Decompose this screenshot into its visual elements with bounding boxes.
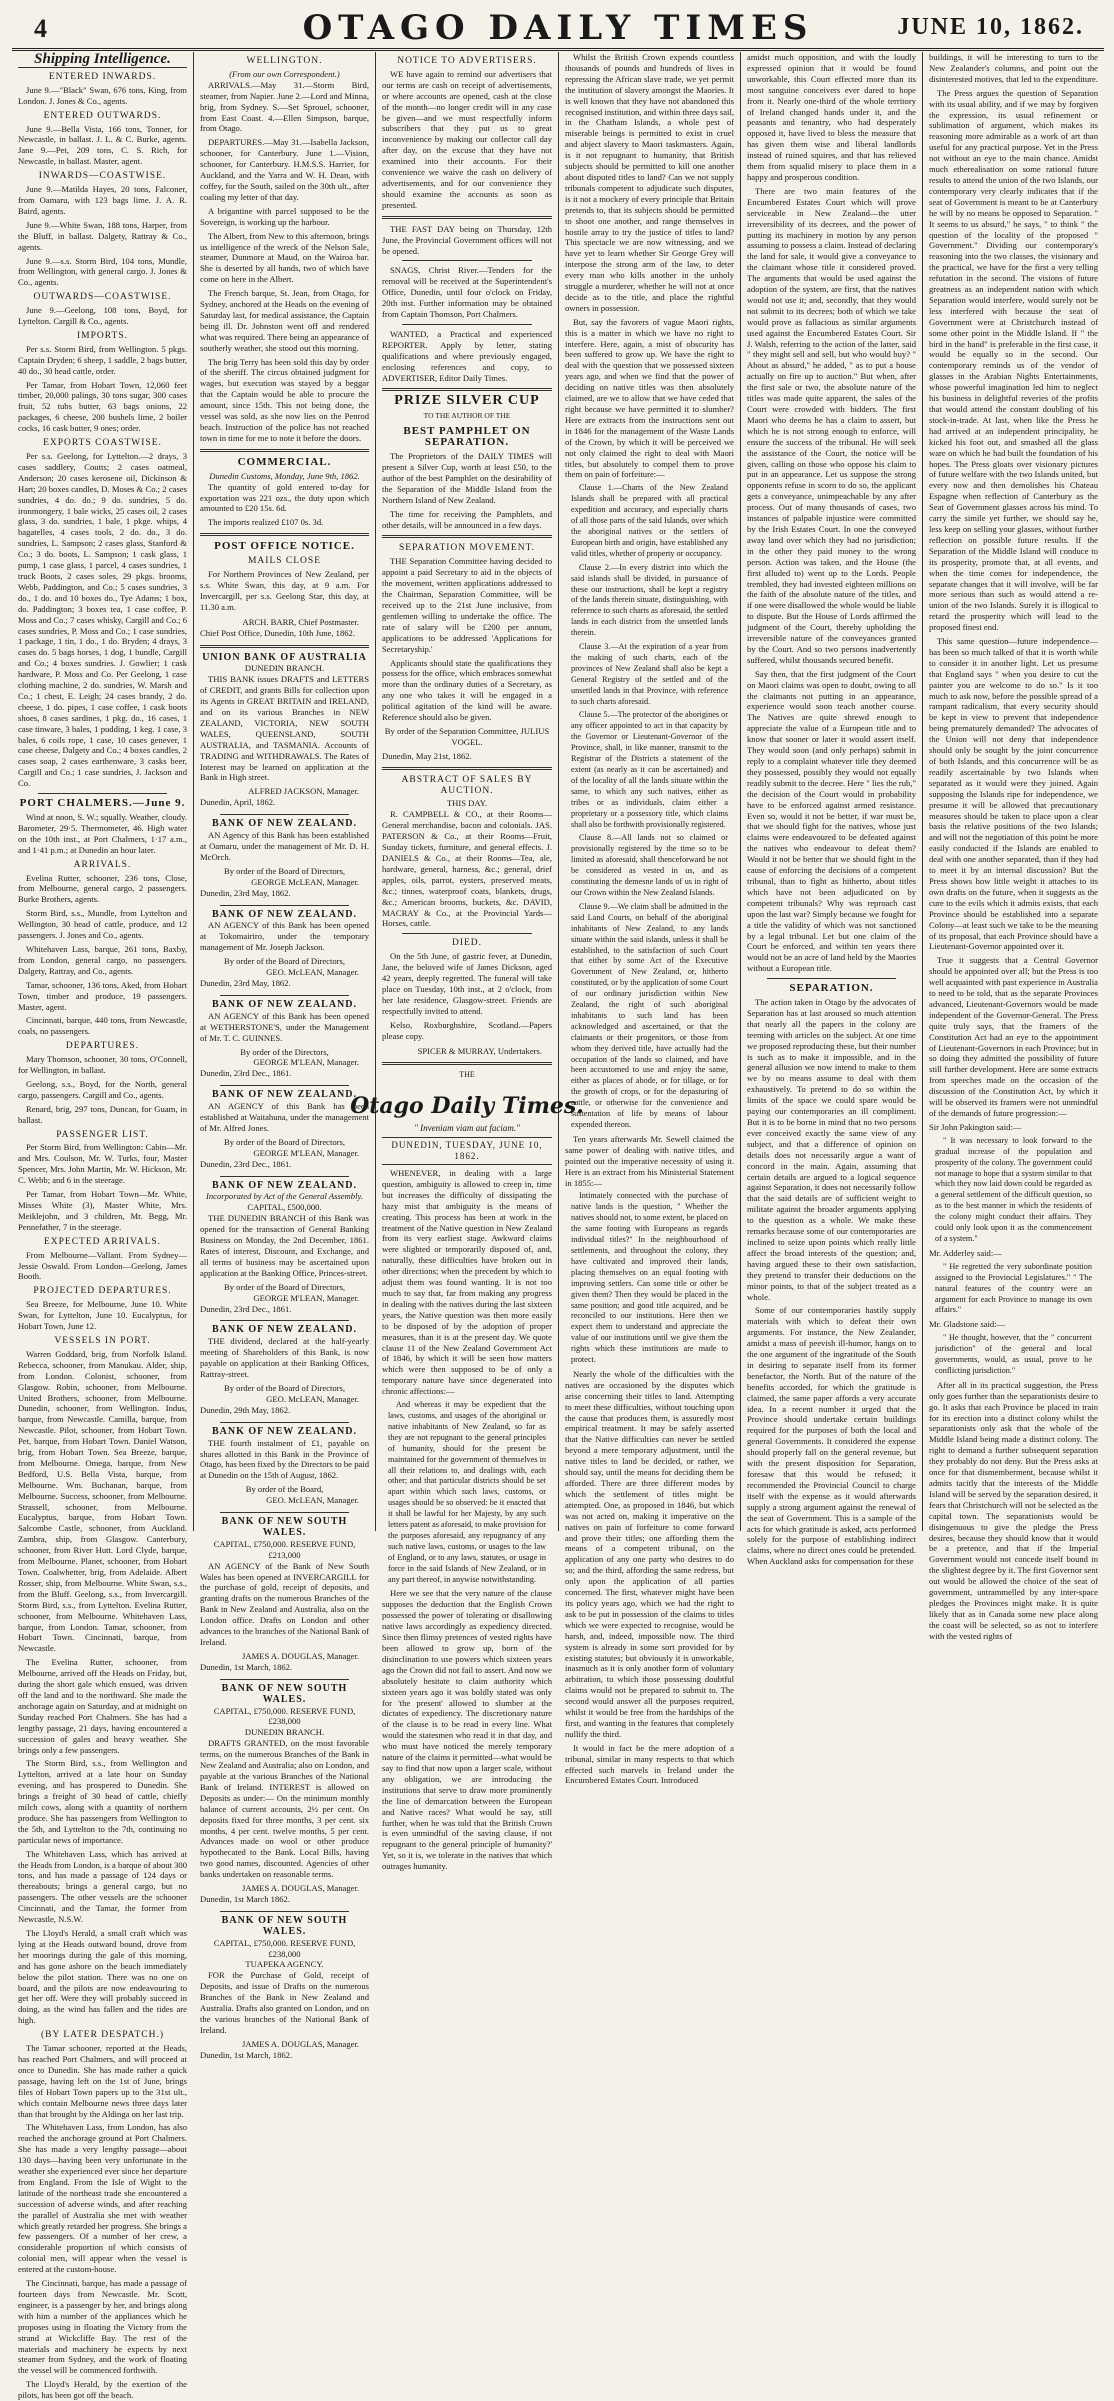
quotation: Clause 9.—We claim shall be admitted in the said Land Courts, on behalf of the aboriginal inhabitants of New Zealand, to any lands situate within the said islands, unless it shall be established, to the satisfaction of such Court that either by some Act of the Executive Government of New Zealand, or, hitherto constituted, or by the application of some Court of our ordinary jurisdiction within New Zealand, the right of such aboriginal inhabitants to such land has been acknowledged and ascertained, or that the claimants or their progenitors, or those from whom they derived title, have actually had the occupation of the lands so claimed, and have been accustomed to use and enjoy the same, either as places of abode, or for tillage, or for the growth of crops, or for the depasturing of cattle, or otherwise for the convenience and sustentation of life by means of labour expended thereon. — [571, 901, 728, 1129]
paragraph: Tamar, schooner, 136 tons, Aked, from Hobart Town, timber and produce, 19 passengers. Master, agent. — [18, 979, 187, 1012]
ad-body: THIS BANK issues DRAFTS and LETTERS of CREDIT, and grants Bills for collection upon its Agents in GREAT BRITAIN and IRELAND, and on its various Branches in NEW ZEALAND, VICTORIA, NEW SOUTH WALES, QUEENSLAND, SOUTH AUSTRALIA, and TASMANIA. Accounts of TRADING and WITHDRAWALS. The Rates of Interest may be learned on application at the Bank in High street. — [200, 674, 369, 783]
signature: GEORGE McLEAN, Manager. — [251, 876, 359, 887]
ad-body: DRAFTS GRANTED, on the most favorable terms, on the numerous Branches of the Bank in New Zealand and Australia; also on London, and payable at the various Branches of the National Bank of Ireland. INTEREST is allowed on Deposits as under:— On the minimum monthly balance of current accounts, 2½ per cent. On deposits fixed for three months, 3 per cent. six months, 4 per cent. twelve months, 5 per cent. Advances made on wool or other produce hypothecated to the Bank. Local Bills, having two good names, discounted. Agencies of other banks undertaken on reasonable terms. — [200, 1738, 369, 1880]
paragraph: ARRIVALS.—May 31.—Storm Bird, steamer, from Napier. June 2.—Lord and Minna, brig, from Sydney. S.—Set Sprouel, schooner, from East Coast. 4.—Ellen Simpson, barque, from Otago. — [200, 79, 369, 134]
subheading: OUTWARDS—COASTWISE. — [33, 292, 172, 303]
paragraph: Per s.s. Storm Bird, from Wellington. 5 pkgs. Captain Dryden; 6 sheep, 1 saddle, 2 bags butter, 40 do., 30 head cattle, order. — [18, 343, 187, 376]
paragraph: Wind at noon, S. W.; squally. Weather, cloudy. Barometer, 29·5. Thermometer, 46. High water on the 10th inst., at Port Chalmers, 1·17 a.m., and 1·41 p.m.; at Dunedin an hour later. — [18, 812, 187, 855]
paragraph: June 9.—Matilda Hayes, 20 tons, Falconer, from Oamaru, with 123 bags lime. J. A. R. Baird, agents. — [18, 184, 187, 216]
paragraph: The Whitehaven Lass, which has arrived at the Heads from London, is a barque of about 300 tons, and has made a passage of 124 days or thereabouts; brings a general cargo, but no passengers. The other vessels are the schooner Cincinnati, and the Tamar, the former from Newcastle, N.S.W. — [18, 1848, 187, 1925]
column-3 — [350, 52, 584, 1872]
ad-title: BANK OF NEW ZEALAND. — [211, 1324, 357, 1336]
paragraph: The Tamar schooner, reported at the Heads, has reached Port Chalmers, and will proceed at once to Dunedin. She has made rather a quick passage, having left on the 1st of June, brings files of Hobart Town papers up to the 31st ult., which contain Melbourne news three days later than that brought by the Aldinga on her last trip. — [18, 2043, 187, 2119]
ad-body: THE DUNEDIN BRANCH of this Bank was opened for the transaction of General Banking Business on Monday, the 2nd December, 1861. Rates of interest, Discount, and Exchange, and all terms of business may be ascertained upon application at the Banking Office, Princes-street. — [200, 1213, 369, 1278]
subheading: ARRIVALS. — [73, 859, 132, 870]
paragraph: R. CAMPBELL & CO., at their Rooms—General merchandise, bacon and colonials. JAS. PATERSON & Co., at their Rooms—Fruit, Sunday tickets, furniture, and general effects. J. DANIELS & Co., at their Rooms—Tea, ale, hardware, general, harness, &c.; general, drief apples, oils, parrot, eysters, preserved meats, &c.; tinnes, waterproof coats, blankets, drugs, &c.; American brooms, buckets, &c. DAVID, MACRAY & Co., at the Provincial Yards—Horses, cattle. — [382, 809, 552, 929]
ad-title: BANK OF NEW ZEALAND. — [211, 818, 357, 830]
signature: ALFRED JACKSON, Manager. — [248, 786, 359, 797]
advertisement — [200, 910, 369, 989]
signature: ARCH. BARR, Chief Postmaster. — [242, 616, 359, 627]
ad-title: BANK OF NEW SOUTH WALES. — [221, 1914, 348, 1937]
section-title: Shipping Intelligence. — [18, 54, 187, 68]
ad-subtitle: TUAPEKA AGENCY. — [245, 1959, 324, 1970]
ad-subtitle: CAPITAL, £750,000. RESERVE FUND, £238,000 — [213, 1937, 356, 1959]
divider — [220, 814, 349, 815]
paragraph: June 9.—Geelong, 108 tons, Boyd, for Lyttelton. Cargill & Co., agents. — [18, 305, 187, 327]
columns — [12, 51, 1104, 2401]
date-line: Dunedin, 1st March, 1862. — [200, 2049, 293, 2060]
paragraph: For Northern Provinces of New Zealand, per s.s. White Swan, this day, at 9 a.m. For Invercargill, per s.s. Geelong Star, this day, at 11.30 a.m. — [200, 569, 369, 612]
divider — [382, 216, 552, 219]
ad-title: BANK OF NEW ZEALAND. — [211, 998, 357, 1010]
date-line: Chief Post Office, Dunedin, 10th June, 1862. — [200, 627, 355, 638]
advertisement — [200, 1684, 369, 1905]
signature: By order of the Separation Committee, JULIUS VOGEL. — [384, 725, 550, 747]
paragraph: WHENEVER, in dealing with a large question, ambiguity is allowed to creep in, time but increases the difficulty of dissipating the hazy mist that ambiguity is the means of creating. This process has been at work in the treatment of the Native question in New Zealand from its very earliest stage. Awkward claims were slighted or temporarily disposed of, and, naturally, these difficulties have broken out in other directions; when the precedent by which to adjust them was found wanting. It is not too much to say that, far from making any progress in dealing with the natives during the last sixteen years, the Native question was then more easily to be disposed of by the adoption of proper measures, than it is at the present day. We quote clause 11 of the New Zealand Government Act of 1846, by which it will be seen how matters which were then supposed to be of only a temporary nature have since degenerated into chronic affections:— — [382, 1168, 552, 1397]
advertisement — [200, 1000, 369, 1079]
subheading: EXPORTS COASTWISE. — [43, 438, 162, 449]
ad-title: BANK OF NEW ZEALAND. — [211, 1425, 357, 1437]
ad-title: BANK OF NEW ZEALAND. — [211, 908, 357, 920]
subheading: SEPARATION MOVEMENT. — [398, 543, 536, 554]
paragraph: Mary Thomson, schooner, 30 tons, O'Connell, for Wellington, in ballast. — [18, 1054, 187, 1076]
ad-title: BANK OF NEW ZEALAND. — [211, 1179, 357, 1191]
subheading: IMPORTS. — [77, 330, 128, 341]
subheading: (BY LATER DESPATCH.) — [40, 2030, 164, 2041]
signature: GEO. McLEAN, Manager. — [266, 1495, 359, 1506]
notice: WANTED, a Practical and experienced REPORTER. Apply by letter, stating qualifications and where previously engaged, enclosing references and copy, to ADVERTISER, Editor Daily Times. — [382, 328, 552, 383]
paragraph: June 9.—"Black" Swan, 676 tons, King, from London. J. Jones & Co., agents. — [18, 84, 187, 106]
ad-by: By order of the Board of Directors, — [224, 1382, 345, 1393]
paragraph: The Whitehaven Lass, from London, has also reached the anchorage ground at Port Chalmers. She has made a very lengthy passage—about 130 days—having been very unfortunate in the weather she experienced ever since her departure from England. From the Isle of Wight to the latitude of the northeast trade she encountered a succession of adverse winds, and after reaching the parallel of Australia she met with weather which greatly retarded her progress. She brings a few passengers. Of a number of her crew, a considerable proportion of which consists of colonial men, will appear when the vessel is entered at the custom-house. — [18, 2122, 187, 2275]
advertisement — [200, 1916, 369, 2061]
ad-body: AN AGENCY of this Bank has been established at Waitahuna, under the management of Mr. Alfred Jones. — [200, 1101, 369, 1133]
divider — [402, 324, 532, 325]
signature: SPICER & MURRAY, Undertakers. — [417, 1045, 542, 1056]
date-line: Dunedin, 23rd Dec., 1861. — [200, 1303, 292, 1314]
subheading: NOTICE TO ADVERTISERS. — [397, 56, 537, 66]
date-line: Dunedin, 23rd May, 1862. — [200, 887, 291, 898]
page-number: 4 — [34, 14, 47, 43]
divider — [220, 995, 349, 996]
ad-title: BANK OF NEW SOUTH WALES. — [221, 1516, 348, 1538]
divider — [382, 1062, 552, 1065]
subheading: (From our own Correspondent.) — [229, 68, 340, 79]
advertisement — [200, 1427, 369, 1506]
paragraph: Warren Goddard, brig, from Norfolk Island. Rebecca, schooner, from Manukau. Alder, ship, from London. Colonist, schooner, from Glasgow. Robin, schooner, from Melbourne. United Brothers, schooner, from Melbourne. Dunedin, schooner, from Wellington. Indus, barque, from Newcastle. Camilla, barque, from Newcastle. Pilot, schooner, from Hobart Town. Pet, barque, from Hobart Town. Daniel Watson, brig, from Hobart Town. Sea Breeze, barque, from Melbourne. Omega, barque, from New Bedford, U.S. Bella Vista, barque, from Melbourne. Wm. Buchanan, barque, from Melbourne. Success, schooner, from Melbourne. Strassell, schooner, from Melbourne. Eucalyptus, barque, from Hobart Town. Salcombe Castle, schooner, from Auckland. Zambra, ship, from Glasgow. Canterbury, schooner, from River Hutt. Lord Clyde, barque, from Melbourne. Planet, schooner, from Hobart Town. Coalwhetter, brig, from Adelaide. Albert Rosser, ship, from Melbourne. White Swan, s.s., from the Bluff. Geelong, s.s., from Invercargill. Storm Bird, s.s., from Lyttelton. Evelina Rutter, schooner, from Melbourne. Whitehaven Lass, barque, from London. Tamar, schooner, from Hobart Town. Cincinnati, barque, from Newcastle. — [18, 1348, 187, 1654]
ad-subtitle: BEST PAMPHLET ON SEPARATION. — [403, 425, 531, 449]
paragraph: DEPARTURES.—May 31.—Isabella Jackson, schooner, for Canterbury. June 1.—Vision, schooner, for Canterbury. H.M.S.S. Harrier, for Auckland, and the Yarra and W. H. Dean, with coffey, for the South, sailed on the 30th ult., after coaling my letter of that day. — [200, 137, 369, 202]
date-line: Dunedin, 1st March, 1862. — [200, 1661, 293, 1672]
paragraph: After all in its practical suggestion, the Press only goes further than the separationists desire to go. It asks that each Province be placed in train for its erection into a distinct colony whilst the separationists only ask that the whole of the Middle Island being made a distinct colony. The right to demand a further subsequent separation they probably do not deny. But the Press asks at once for that dismemberment, because whilst it admits tacitly that the interests of the Middle Island will be served by the separation desired, it fears that Christchurch will not be selected as the capital town. The separationists would be disingenuous to give the pledge the Press desires, because they should know that it would be a pretence, and that if the Imperial Government would not concede itself bound in the slightest degree by it. The first Governor sent out would be allowed the choice of the seat of government, untrammelled by any inter-space pledges the Provinces might make. It is quite likely that as in Canada some new place along the coast will be selected, so as not to interfere with the vested rights of — [929, 1379, 1098, 1641]
divider — [220, 905, 349, 906]
advertisement — [200, 653, 369, 809]
paragraph: Ten years afterwards Mr. Sewell claimed the same power of dealing with native titles, and pointed out the imperative necessity of using it. Here is an extract from his Ministerial Statement in 1855:— — [565, 1133, 734, 1188]
paragraph: The time for receiving the Pamphlets, and other details, will be announced in a few days. — [382, 508, 552, 530]
paragraph: There are two main features of the Encumbered Estates Court which will prove serviceable in New Zealand—the utter irreversibility of its decrees, and the power of putting its machinery in motion by any person assuming to possess a claim. Instead of declaring the land for sale, it would give a conveyance to the claimant whose title it considered proved. The arguments that would be used against the adoption of the system, are first, that the natives would not use it; and, secondly, that they would not submit to its decrees; both of which we take would prove as fallacious as similar arguments used against the Encumbered Estates Court. Sir J. Walsh, referring to the action of the latter, said " they might sell and sell, but who would buy? " About as absurd," he added, " as to put a house actually on fire up to auction." But when, after the first sale or two, the absolute nature of the titles was made quite apparent, the sales of the Court were crowded with bidders. The first Maori who deems he has a claim to assert, but which he is not strong enough to enforce, will ensure the success of the tribunal. He will seek the assistance of the Court, the notice will be given, calling on those who oppose his claim to put in an appearance. Let us suppose the strong opponents refuse in scorn to do so, the applicant gets a conveyance, unimpeachable by any after process. Out of many thousands of cases, two instances of palpable injustice were committed by the Irish Estates Court. In one the conveyed away land over which they had no jurisdiction; in the other they paid money to the wrong person. Action was taken, and the House (the first alluded to) went up to the Lords. People trembled, they had invested eighteen millions on the faith of the absolute nature of the titles, and if one were disallowed the whole would be liable to dispute. But the House of Lords affirmed the judgment of the Court, thereby upholding the irreversible nature of the conveyances granted by the Court. And so two persons inadvertently suffered, whilst thousands secured benefit. — [747, 185, 916, 665]
paragraph: The Proprietors of the DAILY TIMES will present a Silver Cup, worth at least £50, to the author of the best Pamphlet on the desirability of the Separation of the Middle Island from the Northern Island of New Zealand. — [382, 451, 552, 505]
subheading: SEPARATION. — [789, 982, 874, 995]
logo-blackletter — [350, 1087, 584, 1121]
paragraph: The action taken in Otago by the advocates of Separation has at last aroused so much attention that nearly all the papers in the colony are teeming with articles on the subject. At one time we proposed reproducing these, but their number is such as to make it impossible, and in the general allusion we now intend to make to them we by no means assume to deal with them exhaustively. To pretend to do so within the limits of the space we could spare would be paying our contemporaries an ill compliment. But it is to be borne in mind that no two persons ever conceived exactly the same view of any subject, and that a difference of opinion on details does not necessarily argue a want of concord in the main. Again, assuming that certain details are argued to a logical sequence against Separation, it does not necessarily follow that the said details are of sufficient weight to militate against the broader arguments applying to the question as a whole. We make these remarks because some of our contemporaries are inclined to seize upon points which really little affect the broad interests of the question; and, having argued these to their own satisfaction, they pretend to transfer their deductions on the minor points, to that of the subject treated as a whole. — [747, 997, 916, 1302]
ad-by: By order of the Board, — [245, 1484, 324, 1495]
paragraph: From Melbourne—Vallant. From Sydney—Jessie Oswald. From London—Geelong, James Booth. — [18, 1249, 187, 1282]
subheading: POST OFFICE NOTICE. — [214, 540, 355, 553]
ad-title: PRIZE SILVER CUP — [394, 393, 540, 409]
notice: THE FAST DAY being on Thursday, 12th June, the Provincial Government offices will not be opened. — [382, 223, 552, 256]
subheading: MAILS CLOSE — [247, 556, 322, 567]
paragraph: The Albert, from New to this afternoon, brings us intelligence of the wreck of the Nelson Sale, steamer, Dunmore at Maud, on the Wairoa bar. She is deserted by all hands, two of which have come on here in the Albert. — [200, 230, 369, 285]
advertisement — [200, 1325, 369, 1415]
paragraph: WE have again to remind our advertisers that our terms are cash on receipt of advertisements, or where accounts are opened, cash at the close of the month—no longer credit will in any case be given—and we must respectfully inform subscribers that they put us to great inconvenience by making our collector call day after day, on the excuse that they have not examined into their accounts. For their convenience we waive the cash on delivery of advertisements, and for our convenience they should examine the accounts as soon as presented. — [382, 68, 552, 210]
paragraph: Per Tamar, from Hobart Town—Mr. White, Misses White (3), Master White, Mrs. Meiklejohn, and 3 children, Mr. Begg, Mr. Pennefather, 7 in the steerage. — [18, 1189, 187, 1232]
quotation: Clause 5.—The protector of the aborigines or any officer appointed to act in that capacity by the Governor or Lieutenant-Governor of the Province, shall, in like manner, transmit to the Registrar of the Districts a statement of the extent (as nearly as it can be ascertained) and of the locality of all the lands situate within the same, to which any such natives, either as tribes or as individuals, claim either a proprietary or a possessory title, which claims shall also be forthwith provisionally registered. — [571, 710, 728, 829]
ad-subtitle: TO THE AUTHOR OF THE — [423, 411, 511, 421]
paragraph: The imports realized £107 0s. 3d. — [208, 517, 324, 528]
subheading: INWARDS—COASTWISE. — [38, 171, 167, 182]
paragraph: The Lloyd's Herald, a small craft which was lying at the Heads outward bound, drove from her moorings during the gale of this morning, and has gone ashore on the beach immediately below the pilot station. There was no one on board, and the pilots are now endeavouring to get her off. Were they will probably succeed in doing, as the wind has fallen and the tides are high. — [18, 1928, 187, 2026]
date-line: Dunedin, April, 1862. — [200, 797, 276, 808]
paragraph: Per Tamar, from Hobart Town, 12,060 feet timber, 20,000 palings, 30 tons sugar, 300 cases fruit, 52 tubs butter, 63 bags onions, 22 packages, 6 cheese, 200 bushels lime, 2 boiler cocks, 16 cask butter, 9 ones; order. — [18, 379, 187, 434]
logo-text: Otago Daily Times. — [350, 1093, 584, 1120]
signature: JAMES A. DOUGLAS, Manager. — [242, 1650, 359, 1661]
date-line: Dunedin, 29th May, 1862. — [200, 1404, 291, 1415]
ad-body: THE dividend, declared at the half-yearly meeting of Shareholders of this Bank, is now payable on application at their Banking Offices, Rattray-street. — [200, 1336, 369, 1380]
date-line: Dunedin, 23rd Dec., 1861. — [200, 1068, 292, 1079]
signature: GEO. McLEAN, Manager. — [266, 1393, 359, 1404]
paragraph: June 9.—s.s. Storm Bird, 104 tons, Mundle, from Wellington, with general cargo. J. Jones & Co., agents. — [18, 255, 187, 288]
signature: GEO. McLEAN, Manager. — [266, 967, 359, 978]
paragraph: Renard, brig, 297 tons, Duncan, for Guam, in ballast. — [18, 1103, 187, 1125]
ad-by: By order of the Board of Directors, — [224, 865, 345, 876]
divider — [382, 767, 552, 770]
quotation: " He thought, however, that the " concurrent jurisdiction" of the general and local governments, would, as usual, prove to be conflicting jurisdiction." — [935, 1333, 1092, 1375]
paragraph: The Cincinnati, barque, has made a passage of fourteen days from Newcastle. Mr. Scott, engineer, is a passenger by her, and brings along with him a number of the appliances which he proposes using in floating the Victory from the strand at Wickcliffe Bay. The rest of the materials and machinery he expects by next steamer from Sydney, and the work of floating the vessel will be commenced forthwith. — [18, 2278, 187, 2376]
signature: GEORGE M'LEAN, Manager. — [253, 1147, 359, 1158]
signature: GEORGE M'LEAN, Manager. — [253, 1292, 359, 1303]
divider — [220, 1512, 349, 1513]
paragraph: Kelso, Roxburghshire, Scotland.—Papers please copy. — [382, 1019, 552, 1041]
paragraph: True it suggests that a Central Governor should be appointed over all; but the Press is too well acquainted with past experience in Australia to need to be told, that as the separate Provinces advanced, Lieutenant-Governors would be made independent of the Governor-General. The Press quite truly says, that the framers of the Constitution Act had an eye to the appointment of Lieutenant-Governors in each Province; but in so doing they admitted the possibility of future still further development. Here are some extracts from speeches made on the occasion of the discussion of the Constitution Act, by which it will be observed its framers were not unmindful of the demands of future progression:— — [929, 955, 1098, 1118]
ad-title: UNION BANK OF AUSTRALIA — [202, 651, 367, 663]
paragraph: Evelina Rutter, schooner, 236 tons, Close, from Melbourne, general cargo, 2 passengers. Burke Brothers, agents. — [18, 872, 187, 905]
ad-title: BANK OF NEW ZEALAND. — [211, 1089, 357, 1101]
ad-subtitle: Incorporated by Act of the General Assembly. — [206, 1191, 363, 1202]
issue-date-header: JUNE 10, 1862. — [897, 14, 1084, 40]
newspaper-logo — [350, 1087, 584, 1121]
ad-body: AN Agency of this Bank has been established at Oamaru, under the management of Mr. D. H. McOrch. — [200, 830, 369, 862]
date-line: Dunedin, May 21st, 1862. — [382, 750, 472, 761]
quotation: And whereas it may be expedient that the laws, customs, and usages of the aboriginal or native inhabitants of New Zealand, so far as they are not repugnant to the general principles of humanity, should for the present be maintained for the government of themselves in all their relations to, and dealings with, each other; and that particular districts should be set apart within which such laws, customs, or usages should be so observed: be it enacted that it shall be lawful for her Majesty, by any such letters patent as aforesaid, to make provision for the purposes aforesaid, any repugnancy of any such native laws, customs, or usages to the law of England, or to any laws, statutes, or usage in force in the said Islands of New Zealand, or in any part thereof, in anywise notwithstanding. — [388, 1400, 546, 1584]
column-6 — [923, 52, 1104, 1641]
divider — [220, 1085, 349, 1086]
divider — [382, 388, 552, 391]
ad-body: AN AGENCY of this Bank has been opened at Tokomairiro, under the temporary management of Mr. Joseph Jackson. — [200, 920, 369, 953]
ad-body: FOR the Purchase of Gold, receipt of Deposits, and issue of Drafts on the numerous Branches of the Bank in New Zealand and Australia. Drafts also granted on London, and on the various branches of the National Bank of Ireland. — [200, 1970, 369, 2035]
date-line: Dunedin, 23rd Dec., 1861. — [200, 1158, 292, 1169]
issue-dateline: DUNEDIN, TUESDAY, JUNE 10, 1862. — [382, 1137, 552, 1165]
divider — [220, 1911, 349, 1912]
divider — [220, 1422, 349, 1423]
paragraph: Whitehaven Lass, barque, 261 tons, Baxby, from London, general cargo, no passengers. Dalgety, Rattray, and Co., agents. — [18, 943, 187, 976]
subheading: ENTERED INWARDS. — [48, 71, 157, 82]
date-line: Dunedin, 1st March 1862. — [200, 1893, 290, 1904]
paragraph: Say then, that the first judgment of the Court on Maori claims was open to doubt, owing to all the claimants not putting in an appearance, experience would soon teach another course. The Natives are quite shrewd enough to appreciate the value of a European title and to know that sooner or later it would assert itself. They would soon (and only perhaps) submit in reply to a complaint whatever title they deemed they possessed, possibly they would not equally readily submit to the decree. Here " lies the rub," the decision of the Court would in probability have to be enforced against armed resistance. Even so, would it not be better, if war must be, that we should fight for the natives, whose just claims were endeavoured to be defeated against the natives who endeavour to defeat them? Would it not be better that we should fight in the cause of enforcing the decisions of a competent tribunal, than to fight as hitherto, about titles which have not been adjudicated on by competent tribunals? Why was reproach cast upon the last war? Simply because we fought for a title the validity of which was not sanctioned by a legal tribunal. Let but one claim of the Court be enforced, and within ten years there would not be an acre of land held by the Maories without a European title. — [747, 668, 916, 974]
paragraph: June 9.—White Swan, 188 tons, Harper, from the Bluff, in ballast. Dalgety, Rattray & Co., agents. — [18, 219, 187, 252]
subheading: DIED. — [451, 938, 483, 949]
quote-speaker: Mr. Gladstone said:— — [929, 1319, 1006, 1330]
paragraph: On the 5th June, of gastric fever, at Dunedin, Jane, the beloved wife of James Dickson, aged 42 years, deeply regretted. The funeral will take place on Tuesday, 10th inst., at 2 o'clock, from her late residence, Glasgow-street. Friends are respectfully invited to attend. — [382, 951, 552, 1016]
divider — [767, 978, 896, 979]
notice: SNAGS, Christ River.—Tenders for the removal will be received at the Superintendent's Office, Dunedin, until four o'clock on Friday, 20th inst. Further information may be obtained from Captain Thomson, Port Chalmers. — [382, 265, 552, 320]
ad-subtitle: CAPITAL, £500,000. — [247, 1202, 322, 1213]
ad-subtitle: CAPITAL, £750,000. RESERVE FUND, £213,000 — [213, 1538, 356, 1560]
signature: JAMES A. DOUGLAS, Manager. — [242, 1883, 359, 1894]
paragraph: Per Storm Bird, from Wellington: Cabin—Mr. and Mrs. Coulson, Mr. W. Turks, four, Master Spencer, Mrs. John Martin, Mr. W. Hickson, Mr. C. Webb; and 6 in the steerage. — [18, 1142, 187, 1186]
advertisement — [200, 1181, 369, 1315]
divider — [200, 449, 369, 452]
paragraph: The Evelina Rutter, schooner, from Melbourne, arrived off the Heads on Friday, but, during the short gale which ensued, was driven off the land and to the northward. She made the anchorage again on Saturday, and at midnight on Sunday reached Port Chalmers. She has had a lengthy passage, 21 days, having encountered a succession of gales and heavy weather. She brings only a few passengers. — [18, 1657, 187, 1755]
ad-by: By order of the Board of Directors, — [224, 1136, 345, 1147]
paragraph: June 9.—Bella Vista, 166 tons, Tonner, for Newcastle, in ballast. J. L. & C. Burke, agents. Jane 9.—Pet, 209 tons, C. S. Rich, for Newcastle, in ballast. Master, agent. — [18, 123, 187, 167]
advertisement — [200, 819, 369, 898]
logo-prefix: THE — [459, 1070, 475, 1080]
paragraph: Storm Bird, s.s., Mundle, from Lyttelton and Wellington, 30 head of cattle, produce, and 12 passengers. J. Jones and Co., agents. — [18, 908, 187, 941]
paragraph: Geelong, s.s., Boyd, for the North, general cargo, passengers. Cargill and Co., agents. — [18, 1078, 187, 1100]
subheading: Dunedin Customs, Monday, June 9th, 1862. — [209, 470, 360, 481]
subheading: THIS DAY. — [446, 798, 488, 809]
ad-title: BANK OF NEW SOUTH WALES. — [221, 1682, 348, 1705]
ad-subtitle: CAPITAL, £750,000. RESERVE FUND, £238,000 — [213, 1705, 356, 1727]
divider — [220, 1176, 349, 1177]
motto: " Inveniam viam aut faciam." — [414, 1123, 520, 1134]
paragraph: The Storm Bird, s.s., from Wellington and Lyttelton, arrived at a late hour on Sunday evening, and has prospered to Dunedin. She brings a freight of 30 head of cattle, chiefly milch cows, along with a quantity of northern produce. She has passengers from Wellington to the 5th, and Lyttelton to the 7th, continuing no particular news of importance. — [18, 1758, 187, 1845]
ad-by: By order of the Directors, — [240, 1046, 329, 1057]
paragraph: It would in fact be the mere adoption of a tribunal, similar in many respects to that which effected such marvels in Ireland under the Encumbered Estates Court. Introduced — [565, 1742, 734, 1786]
paragraph: The Lloyd's Herald, by the exertion of the pilots, has been got off the beach. — [18, 2379, 187, 2401]
paragraph: Whilst the British Crown expends countless thousands of pounds and hundreds of lives in repressing the African slave trade, we yet permit the institution of slavery amongst the Maories. It is well known that they have not abandoned this recognised institution, and within three days sail, in the Chatham Islands, a whole pest of miserable beings is permitted to exist in cruel and abject slavery to Maori taskmasters. Again, is it not repugnant to humanity, that British subjects should be permitted to kill one another about disputed titles to land? Can we not supply tribunals competent to adjudicate such disputes, is it not a mockery of every principle that Britain pretends to, that its subjects should be permitted to shoot one another, and range themselves in hostile array to try the justice of titles to land? This spectacle we are now witnessing, and we have yet to learn whether Sir George Grey will interpose the strong arm of the law, to deter every man who kills another in the unholy struggle a murderer, whether he will not at once decide as to the title, and place the rightful owners in possession. — [565, 52, 734, 313]
paragraph: The quantity of gold entered to-day for exportation was 221 ozs., the duty upon which amounted to £20 15s. 6d. — [200, 481, 369, 514]
paragraph: The Press argues the question of Separation with its usual ability, and if we may by forgiven the expression, its usual refinement or sublimation of argument, which makes its reasoning more admirable as a work of art than useful for any practical purpose. Yet in the Press not without an eye to the main chance. Amidst much etherealisation on some rational future results to attend the union of the two Islands, our contemporary very clearly indicates that if the seat of Government is meant to be at Canterbury he will by no means be opposed to Separation. " It seems to us absurd," he says, " to think " the question of the locality of the proposed " Government." Dividing our contemporary's reasoning into the two classes, the visionary and the practical, we have for the first a very telling refutation in the second. The visions of future greatness as an independent nation with which Separation would interfere, would surely not be less interfered with because the seat of Government were at Christchurch instead of some other point in the Middle Island. If " the bird in the hand" is preferable in the first case, it would be equally so in the second. Our contemporary reminds us of the vendor of glasses in the Arabian Nights Entertainments, whose powerful imagination led him to neglect his business in delightful reveries of the profits that would attend the constant doubling of his stock-in-trade. At last, when like the Press he had arrived at an independent principality, he kicked his foot out, and smashed all the glass ware on which he had built the foundation of his hopes. The Press gloats over visionary pictures of future welfare with the two Islands united, but every now and then demolishes his Chateau Espagne when reflection of Canterbury as the Seat of Government glasses across his mind. To carry the simile yet further, we should say he, less keep on selling your glasses, without further reflection on possible future results. If the Separation of the Middle Island will conduce to its prosperity, promote that, at all events, and when the time comes for independence, the separate changes that it will involve, will be far more serious than such as would attend a re-union of the two Islands. Surely it is illogical to retard the prosperity which will lead to the proposed finest end. — [929, 87, 1098, 633]
subheading: PROJECTED DEPARTURES. — [33, 1286, 172, 1297]
subheading: ABSTRACT OF SALES BY AUCTION. — [401, 774, 533, 796]
column-4 — [559, 52, 741, 1786]
paragraph: Sea Breeze, for Melbourne, June 10. White Swan, for Lyttelton, June 10. Eucalyptus, for Hobart Town, June 12. — [18, 1299, 187, 1332]
divider — [402, 933, 532, 934]
ad-subtitle: DUNEDIN BRANCH. — [244, 1727, 325, 1738]
signature: GEORGE M'LEAN, Manager. — [253, 1057, 359, 1068]
ad-body: THE fourth instalment of £1, payable on shares allotted in this Bank in the Province of Otago, has been fixed by the Directors to be paid at Dunedin on the 15th of August, 1862. — [200, 1437, 369, 1481]
paragraph: The brig Terry has been sold this day by order of the sheriff. The circus obtained judgment for wages, but execution was stayed by a beggar that the Captain would be able to procure the amount, since 15th. This not being done, the vessel was sold, as she now lies on the Penrod beach. Instruction of the police has not reached town in time for me to note it before the doors. — [200, 356, 369, 443]
divider — [402, 260, 532, 261]
advertisement — [200, 1090, 369, 1169]
divider — [220, 1679, 349, 1680]
signature: JAMES A. DOUGLAS, Manager. — [242, 2038, 359, 2049]
quotation: Clause 8.—All lands not so claimed or provisionally registered by the time so to be limited as aforesaid, shall thenceforward be not be considered as vested in us, and as constituting the demesne lands of us in right of our Crown within the New Zealand Islands. — [571, 833, 728, 897]
ad-body: AN AGENCY of the Bank of New South Wales has been opened at INVERCARGILL for the purchase of gold, receipt of deposits, and granting drafts on the numerous Branches of the Bank in New Zealand and Australia, also on the London office. Drafts on London and other advances to the branches of the National Bank of Ireland. — [200, 1560, 369, 1647]
paragraph: Here we see that the very nature of the clause supposes the deduction that the English Crown possessed the power of tolerating or disallowing native laws accordingly as expediency directed. Since then flimsy pretences of vested rights have been allowed to grow up, born of the disinclination to use powers which sixteen years ago the Crown did not fail to assert. And now we absolutely hesitate to claim authority which sixteen years ago it was boldly stated was only for 'the present' allowed to slumber at the dictates of expediency. The discretionary nature of the clause is to be read in every line. What would the statesmen who read it in that day, and who must have noticed the merely temporary nature of the claims it permitted—what would be say to find that now upon a larger scale, without any obligation, we are introducing the institutions that serve to draw more prominently the line of demarcation between the European and Native races? What would he say, still further, when he was told that the British Crown is even unmindful of the saving clause, if not repugnant to the general principle of humanity?' Yet, so it is, we tolerate in the natives that which outrages humanity. — [382, 1588, 552, 1872]
paragraph: Cincinnati, barque, 440 tons, from Newcastle, coals, no passengers. — [18, 1015, 187, 1037]
subheading: VESSELS IN PORT. — [54, 1335, 151, 1346]
quotation: Clause 2.—In every district into which the said islands shall be divided, in pursuance of these our instructions, shall be kept a registry of the lands therein situate, distinguishing, with reference to such charts as aforesaid, the settled lands in each district from the unsettled lands therein. — [571, 562, 728, 638]
paragraph: A brigantine with parcel supposed to be the Sovereign, is working up the harbour. — [200, 205, 369, 227]
subheading: COMMERCIAL. — [237, 455, 332, 468]
ad-by: By order of the Board of Directors, — [224, 956, 345, 967]
quote-speaker: Sir John Pakington said:— — [929, 1121, 1022, 1132]
paragraph: Some of our contemporaries hastily supply materials with which to defeat their own arguments. For instance, the New Zealander, amidst a mass of peevish ill-humor, hangs on to the one argument of the ingratitude of the South in desiring to separate itself from its former benefactor, the North. But of the nature of the benefits accorded, for which the gratitude is claimed, the same paper affords a very accurate idea. In a recent number it urged that the Province should undertake certain buildings required for the purposes of both the local and general Governments. It considered the expense should properly fall on the general revenue, but with the present disposition for Separation, foresaw that this would be refused; it recommended the Provincial Council to charge itself with the expense as it would afterwards supply a strong argument against the renewal of the seat of Government. This is a sample of the acts for which gratitude is asked, acts performed solely for the purpose of establishing indirect claims, where no direct ones could be pretended. When Auckland asks for compensation for these — [747, 1305, 916, 1567]
paragraph: Nearly the whole of the difficulties with the natives are occasioned by the disputes which arise concerning their titles to land. Attempting to meet these difficulties, without touching upon the cause that produces them, is assuredly most empirical treatment. It may be safely asserted that the Native difficulties can never be settled beyond a mere temporary adjustment, until the native titles to land be decided, or rather, we should say, until the means for deciding them be afforded. There are three different modes by which the settlement of titles might be attempted. One, as proposed in 1846, but which was not acted on, making it imperative on the natives on pain of forfeiture to come forward and prove their titles; one affording them the means of a competent tribunal, on the application of any one party who desires to do so; and the third, affording the same redress, but only upon the application of all parties concerned. The first, whatever might have been its policy years ago, which we had the right to ask to be put in possession of the claims to titles which we were expected to recognise, would be harsh, and, indeed, impossible now. The third system is already in some sort provided for by existing statutes; but obviously it is unworkable, inasmuch as it is only another form of voluntary arbitration, to which those possessing doubtful claims would not be prepared to submit to. The second would answer all the purposes required, whilst it would be free from the hardships of the first, and wanting in the features that completely nullify the third. — [565, 1368, 734, 1739]
ad-by: By order of the Board of Directors, — [224, 1281, 345, 1292]
quotation: " It was necessary to look forward to the gradual increase of the population and prosperity of the colony. The government could not manage to hope that a system similar to that which they now laid down could be regarded as a general settlement of the difficult question, so as to the best manner in which the residents of the colony might conduct their affairs. They could only look upon it as the commencement of a system." — [935, 1135, 1092, 1243]
divider — [200, 645, 369, 648]
column-2 — [194, 52, 376, 2060]
subheading: WELLINGTON. — [246, 56, 323, 66]
advertisement — [200, 1517, 369, 1673]
quote-speaker: Mr. Adderley said:— — [929, 1247, 1002, 1258]
column-5 — [741, 52, 923, 1567]
subheading: EXPECTED ARRIVALS. — [43, 1236, 162, 1247]
paragraph: buildings, it will be interesting to turn to the New Zealander's columns, and point out the disinterested motives, that led to the expenditure. — [929, 52, 1098, 84]
newspaper-title: OTAGO DAILY TIMES — [302, 8, 814, 48]
paragraph: THE Separation Committee having decided to appoint a paid Secretary to aid in the objects of the movement, written applications addressed to the Chairman, Separation Committee, will be received up to the 21st June inclusive, from gentlemen willing to undertake the office. The rate of salary will be £200 per annum, applications to be addressed 'Applications for Secretaryship.' — [382, 556, 552, 654]
quotation: Intimately connected with the purchase of native lands is the question, " Whether the natives should not, to some extent, be placed on the same footing with Europeans as regards individual titles?" In the neighbourhood of settlements, and throughout the colony, they have cultivated and improved their lands, placing themselves on an equal footing with improving settlers. Can some title or other be given them? Then they would be placed in the same position; and good title acquired, and be reconciled to our institutions. Here then we expect them to understand and appreciate the value of our institutions until we give them the rights which these institutions are made to protect. — [571, 1191, 728, 1365]
subheading: DEPARTURES. — [65, 1041, 140, 1052]
masthead — [12, 6, 1104, 51]
paragraph: Per s.s. Geelong, for Lyttelton.—2 drays, 3 cases saddlery, Coutts; 2 cases oatmeal, Anderson; 20 cases kerosene oil, Dickinson & Hart; 20 boxes candles, D. Moses & Co.; 2 cases sundries, 4 do. do.; 9 do. sundries, 5 do. ironmongery, 1 bale wicks, 25 cases oil, 2 cases glass, 3 do. sundries, 1 bale, 1 pkge. whips, 4 bagatelles, 4 cases tools, 2 do. do., 3 do. sundries, L. Sampson; 2 cases glass, Stanford & Co.; 3 do. boots, L. Sampson; 1 cask glass, 1 pump, 1 case glass, 1 parcel, 4 cases sundries, 1 truck Boots, 2 cases soles, 29 pkgs. brooms, Webb, Paddington, and Co.; 5 cases sundries, 3 do., 1 do. and 10 boxes do., Tye Adams; 1 box, do. Paddington; 3 boxes tea, 1 case coffee, P. Moss and Co.; 7 cases whisky, Cargill and Co.; 6 cases sundries, P. Moss and Co.; 1 case sundries, 1 package, 1 tin, 1 do., 1 do. Bryden; 4 drays, 3 cases do. 5 bags horses, 1 dog, 1 bundle, Cargill and Co.; 4 boxes sundries. J. Gowlier; 1 cask hardware, P. Moss and Co. Per Geelong, 1 case clothing machine, 2 do. sundries, W. Marsh and Co.; 1 chest, E. Leigh; 24 cases brandy, 2 do. cheese, 1 do. pipes, 1 case coffee, 1 cask boots shoes, 8 cases sardines, 1 pkg. do., 16 cases, 1 case tinware, 3 bales, 1 pudding, 1 keg. 1 case, 3 bales, 6 coils rope, 1 case, 10 cases genever, 1 case cheese, Dalgety and Co.; 4 boxes candles, 2 cases soap, 2 cases earthenware, 3 casks beer, Cargill and Co.; 1 case sundries, J. Jackson and Co. — [18, 451, 187, 789]
date-line: Dunedin, 23rd May, 1862. — [200, 977, 291, 988]
ad-subtitle: DUNEDIN BRANCH. — [244, 663, 325, 674]
column-1 — [12, 51, 194, 2401]
subheading: ENTERED OUTWARDS. — [43, 110, 162, 121]
quotation: " He regretted the very subordinate position assigned to the Provincial Legislatures." " The natural features of the country were an argument for each Province to manage its own affairs." — [935, 1261, 1092, 1315]
paragraph: amidst much opposition, and with the loudly expressed opinion that it would be found unworkable, this Court effected more than its most sanguine conceivers ever dared to hope from it. Nearly one-third of the whole territory of Ireland changed hands under it, and the peasants and tenantry, who had desperately opposed it, have lived to bless the measure that has given them wise and liberal landlords instead of ruined squires, and that has relieved them from squalid misery to place them in a happy and prosperous condition. — [747, 52, 916, 182]
paragraph: Applicants should state the qualifications they possess for the office, which embraces somewhat more than the ordinary duties of a Secretary, as any one who takes it will be engaged in a political agitation of the kind will be aware. Reference should also be given. — [382, 657, 552, 723]
quotation: Clause 3.—At the expiration of a year from the making of such charts, each of the provinces of New Zealand shall also be kept a General Registry of the settled and of the unsettled lands in that Province, with reference to such charts aforesaid. — [571, 642, 728, 706]
paragraph: This same question—future independence—has been so much talked of that it is worth while to consider it in another light. Let us presume that England says " when you desire to cut the painter you are welcome to do so." Is it too much to ask now, before the possible spread of a rampant radicalism, that every security should be kept in view to prevent that independence being prematurely demanded? The advocates of the Union will not deny that independence should only be sought by the joint concurrence of both Islands, and this concurrence will be as readily ascertainable by two Islands when separated as it would were they joined. Again supposing the Islands ripe for independence, we presume it will be allowed that precautionary measures should be taken to place upon a clear basis the relative positions of the two Islands; and will not the negotiation of this point be more easily conducted if the Islands are enabled to deal with one another separated, than if they had to meet it by an internal discussion? But the Press shows how little weight it attaches to its own drafts on the future, when it suggests as the cure to the evils which it admits exists, that each Province should be established into a separate Colony—at least such we take to be the meaning of its proposal, that each Province should have a Lieutenant-Governor appointed over it. — [929, 636, 1098, 952]
subheading: PASSENGER LIST. — [56, 1129, 149, 1140]
paragraph: The French barque, St. Jean, from Otago, for Sydney, anchored at the Heads on the evening of Saturday last, for medical assistance, the Captain being ill. Dr. Johnston went off and rendered what was required. There being an appearance of southerly weather, she stood out this morning. — [200, 288, 369, 353]
paragraph: But, say the favorers of vague Maori rights, this is a matter in which we have no right to interfere. Here, again, a mist of obscurity has been suffered to grow up. We have the right to deal with the question that we possessed sixteen years ago, and when we find that the power of deciding on native titles was then absolutely claimed, are we to allow that we have ceded that right because we have permitted it to slumber? Here are extracts from the instructions sent out in 1846 for the management of the Waste Lands of the Crown, by which it will be perceived we not only claimed the right to deal with Maori titles, but absolutely to compel them to prove them on pain of forfeiture:— — [565, 316, 734, 480]
ad-body: AN AGENCY of this Bank has been opened at WETHERSTONE'S, under the Management of Mr. T. C. GUINNES. — [200, 1010, 369, 1043]
divider — [220, 1320, 349, 1321]
divider — [382, 535, 552, 538]
subheading: PORT CHALMERS.—June 9. — [19, 797, 186, 810]
divider — [38, 793, 167, 794]
quotation: Clause 1.—Charts of the New Zealand Islands shall be prepared with all practical expedition and accuracy, and especially charts of all those parts of the said Islands, over which the aboriginal natives or the settlers of European birth and origin, have established any valid titles, whether of property or occupancy. — [571, 483, 728, 558]
divider — [200, 533, 369, 536]
